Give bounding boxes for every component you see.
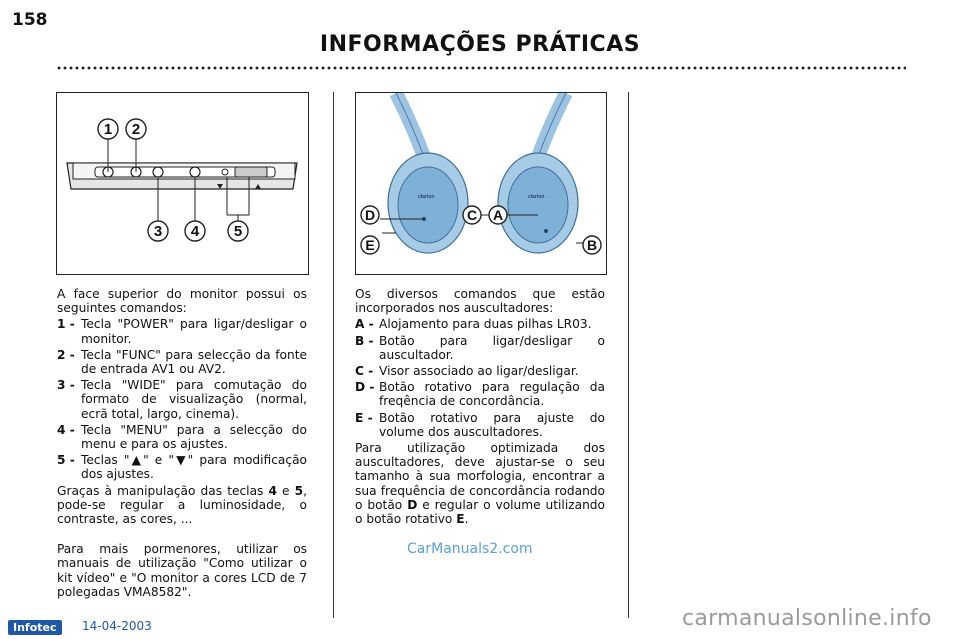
left-intro: A face superior do monitor possui os seguintes comandos: (57, 287, 307, 316)
list-item: A - Alojamento para duas pilhas LR03. (355, 317, 592, 332)
headphones-illustration (356, 93, 606, 274)
callout-C: C (466, 207, 478, 223)
list-item: 3 - Tecla "WIDE" para comutação do formato de visualização (normal, ecrã total, largo, cinema). (57, 378, 307, 421)
list-item: E - Botão rotativo para ajuste do volume dos auscultadores. (355, 410, 605, 439)
list-item: 2 - Tecla "FUNC" para selecção da fonte de entrada AV1 ou AV2. (57, 347, 307, 377)
callout-4: 4 (190, 223, 200, 240)
callout-3: 3 (153, 223, 163, 240)
brand-label-right: clarion (528, 194, 545, 200)
callout-A: A (492, 207, 504, 223)
list-item: 4 - Tecla "MENU" para a selecção do menu e para os ajustes. (57, 422, 307, 452)
list-item: 5 - Teclas "▲" e "▼" para modificação dos ajustes. (57, 453, 307, 482)
right-paragraph: Para utilização optimizada dos auscultadores, deve ajustar-se o seu tamanho à sua morfologia, encontrar a sua frequência de concordância rodando o botão D e regular o volume utilizando o botão rotativo E. (355, 441, 605, 527)
callout-1: 1 (103, 121, 113, 138)
dotted-divider (56, 66, 906, 70)
left-paragraph-1: Graças à manipulação das teclas 4 e 5, pode-se regular a luminosidade, o contraste, as cores, ... (57, 483, 307, 527)
monitor-controls-figure (56, 92, 309, 275)
callout-5: 5 (233, 223, 243, 240)
infotec-badge: Infotec (8, 620, 62, 635)
list-item: 1 - Tecla "POWER" para ligar/desligar o monitor. (57, 317, 307, 346)
footer-date: 14-04-2003 (82, 619, 152, 633)
callout-B: B (586, 237, 598, 253)
column-divider-1 (333, 92, 334, 618)
left-paragraph-2: Para mais pormenores, utilizar os manuais de utilização "Como utilizar o kit vídeo" e "O monitor a cores LCD de 7 polegadas VMA8582". (57, 542, 307, 599)
monitor-illustration (57, 93, 308, 274)
brand-label-left: clarion (418, 194, 435, 200)
right-text-column (355, 287, 605, 528)
headphones-figure (355, 92, 607, 275)
left-text-column (57, 287, 307, 601)
callout-D: D (364, 207, 376, 223)
watermark-link[interactable]: CarManuals2.com (407, 541, 533, 557)
callout-2: 2 (131, 121, 141, 138)
list-item: C - Visor associado ao ligar/desligar. (355, 364, 579, 379)
list-item: B - Botão para ligar/desligar o auscultador. (355, 333, 605, 362)
footer-site-link[interactable]: carmanualsonline.info (682, 606, 932, 631)
right-intro: Os diversos comandos que estão incorporados nos auscultadores: (355, 287, 605, 316)
list-item: D - Botão rotativo para regulação da freqência de concordância. (355, 380, 605, 409)
page-number: 158 (12, 10, 48, 30)
callout-E: E (365, 237, 375, 253)
column-divider-2 (628, 92, 629, 618)
page-title: INFORMAÇÕES PRÁTICAS (319, 32, 641, 57)
